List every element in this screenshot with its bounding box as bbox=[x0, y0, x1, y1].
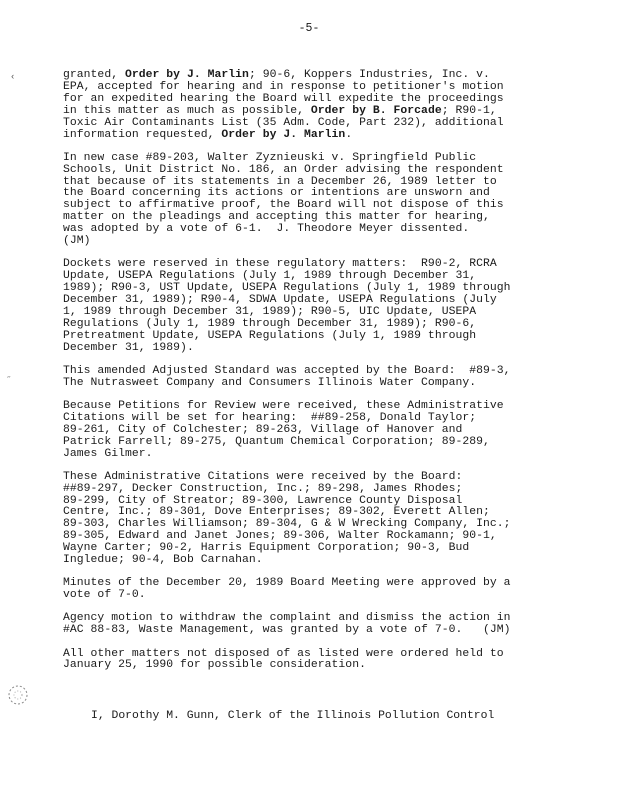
text-run: 89-261, City of Colchester; 89-263, Village of Hanover and bbox=[63, 423, 463, 436]
text-run: . bbox=[345, 128, 353, 141]
text-line bbox=[63, 130, 543, 142]
text-run: for an expedited hearing the Board will expedite the proceedings bbox=[63, 92, 504, 105]
text-run: Pretreatment Update, USEPA Regulations (July 1, 1989 through bbox=[63, 329, 477, 342]
text-run: January 25, 1990 for possible consideration. bbox=[63, 659, 366, 672]
text-run: EPA, accepted for hearing and in response to petitioner's motion bbox=[63, 80, 504, 93]
text-run: Dockets were reserved in these regulatory matters: R90-2, RCRA bbox=[63, 258, 497, 271]
text-line bbox=[63, 343, 543, 355]
text-run: All other matters not disposed of as listed were ordered held to bbox=[63, 647, 504, 660]
text-run: ; R90-1, bbox=[441, 104, 497, 117]
text-run: Ingledue; 90-4, Bob Carnahan. bbox=[63, 554, 263, 567]
text-run: #AC 88-83, Waste Management, was granted by a vote of 7-0. (JM) bbox=[63, 624, 511, 637]
text-line bbox=[63, 449, 543, 461]
text-line bbox=[63, 660, 543, 672]
margin-mark: ‹ bbox=[10, 72, 16, 82]
text-run: December 31, 1989). bbox=[63, 341, 194, 354]
page-number: -5- bbox=[298, 22, 320, 35]
text-run: Wayne Carter; 90-2, Harris Equipment Corporation; 90-3, Bud bbox=[63, 542, 470, 555]
closing-line: I, Dorothy M. Gunn, Clerk of the Illinois Pollution Control bbox=[91, 710, 495, 722]
text-run: Regulations (July 1, 1989 through December 31, 1989); R90-6, bbox=[63, 317, 477, 330]
text-run: James Gilmer. bbox=[63, 447, 153, 460]
text-run: granted, bbox=[63, 69, 125, 81]
text-run: These Administrative Citations were received by the Board: bbox=[63, 470, 463, 483]
order-attribution: Order by J. Marlin bbox=[124, 69, 249, 81]
text-run: in this matter as much as possible, bbox=[63, 104, 311, 117]
paragraph bbox=[63, 259, 543, 354]
text-run: 89-299, City of Streator; 89-300, Lawrence County Disposal bbox=[63, 494, 463, 507]
text-run: subject to affirmative proof, the Board will not dispose of this bbox=[63, 199, 504, 212]
text-run: December 31, 1989); R90-4, SDWA Update, USEPA Regulations (July bbox=[63, 294, 497, 306]
text-run: The Nutrasweet Company and Consumers Illinois Water Company. bbox=[63, 376, 477, 389]
text-run: information requested, bbox=[63, 128, 222, 141]
faded-stamp bbox=[4, 682, 34, 708]
text-run: Toxic Air Contaminants List (35 Adm. Code, Part 232), additional bbox=[63, 116, 504, 129]
text-run: Schools, Unit District No. 186, an Order advising the respondent bbox=[63, 163, 504, 176]
paragraph bbox=[63, 153, 543, 248]
paragraph bbox=[63, 613, 543, 637]
text-run: Centre, Inc.; 89-301, Dove Enterprises; 89-302, Everett Allen; bbox=[63, 506, 490, 519]
text-line bbox=[63, 555, 543, 567]
text-run: that because of its statements in a December 26, 1989 letter to bbox=[63, 175, 497, 188]
text-run: Patrick Farrell; 89-275, Quantum Chemical Corporation; 89-289, bbox=[63, 435, 490, 448]
order-attribution: Order by J. Marlin bbox=[221, 128, 346, 141]
text-line bbox=[63, 378, 543, 390]
text-run: the Board concerning its actions or intentions are unsworn and bbox=[63, 187, 490, 200]
paragraph bbox=[63, 70, 543, 141]
paragraph bbox=[63, 578, 543, 602]
text-line bbox=[63, 625, 543, 637]
paragraph bbox=[63, 649, 543, 673]
text-run: Update, USEPA Regulations (July 1, 1989 through December 31, bbox=[63, 270, 477, 283]
text-run: (JM) bbox=[63, 235, 91, 248]
text-run: 89-303, Charles Williamson; 89-304, G & W Wrecking Company, Inc.; bbox=[63, 518, 511, 531]
text-run: was adopted by a vote of 6-1. J. Theodore Meyer dissented. bbox=[63, 223, 470, 236]
text-run: Because Petitions for Review were received, these Administrative bbox=[63, 399, 504, 412]
text-run: Minutes of the December 20, 1989 Board Meeting were approved by a bbox=[63, 577, 511, 590]
text-run: ; 90-6, Koppers Industries, Inc. v. bbox=[248, 69, 490, 81]
text-line bbox=[63, 236, 543, 248]
text-run: 1989); R90-3, UST Update, USEPA Regulations (July 1, 1989 through bbox=[63, 282, 511, 295]
margin-mark: ˝ bbox=[7, 376, 13, 386]
text-run: In new case #89-203, Walter Zyznieuski v. Springfield Public bbox=[63, 151, 477, 164]
text-run: Agency motion to withdraw the complaint and dismiss the action in bbox=[63, 612, 511, 625]
text-run: Citations will be set for hearing: ##89-258, Donald Taylor; bbox=[63, 411, 477, 424]
text-run: matter on the pleadings and accepting this matter for hearing, bbox=[63, 211, 490, 224]
text-run: This amended Adjusted Standard was accepted by the Board: #89-3, bbox=[63, 364, 511, 377]
document-body bbox=[63, 70, 543, 684]
text-line bbox=[63, 590, 543, 602]
text-run: 1, 1989 through December 31, 1989); R90-5, UIC Update, USEPA bbox=[63, 305, 477, 318]
paragraph bbox=[63, 366, 543, 390]
text-run: 89-305, Edward and Janet Jones; 89-306, Walter Rockamann; 90-1, bbox=[63, 530, 497, 543]
text-run: ##89-297, Decker Construction, Inc.; 89-298, James Rhodes; bbox=[63, 482, 463, 495]
order-attribution: Order by B. Forcade bbox=[310, 104, 442, 117]
text-run: vote of 7-0. bbox=[63, 589, 146, 602]
paragraph bbox=[63, 401, 543, 461]
text-line bbox=[63, 224, 543, 236]
paragraph bbox=[63, 472, 543, 567]
